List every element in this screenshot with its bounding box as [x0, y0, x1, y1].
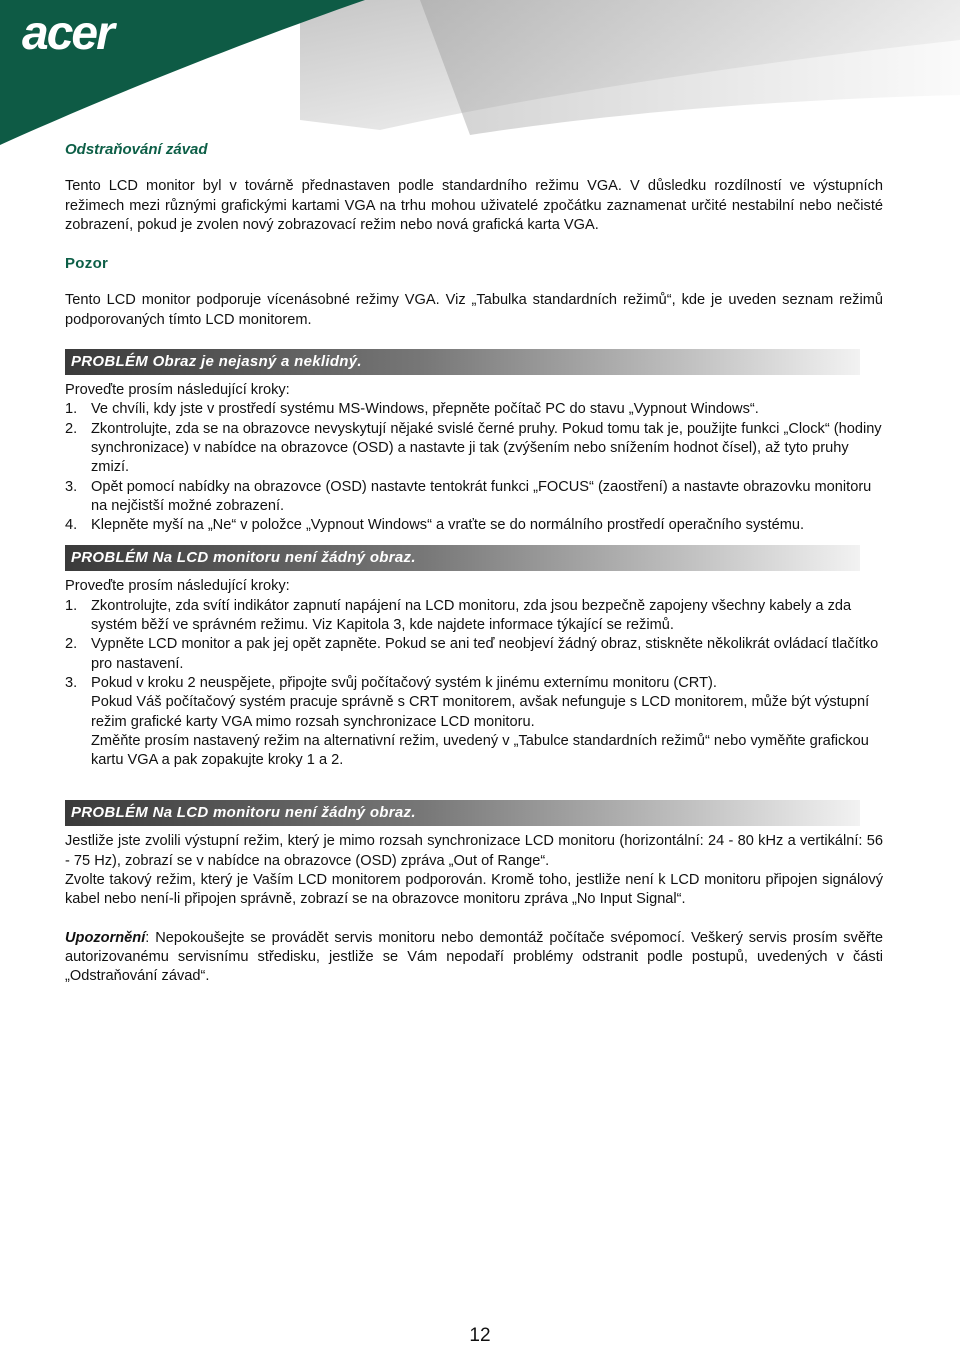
problem-1-steps [65, 400, 883, 535]
list-item: 4. Klepněte myší na „Ne“ v položce „Vypnout Windows“ a vraťte se do normálního prostředí operačního systému. [65, 517, 805, 534]
problem-1-lead: Proveďte prosím následující kroky: [65, 382, 290, 399]
page-number: 12 [469, 1325, 491, 1346]
problem-3-paragraph-1: Jestliže jste zvolili výstupní režim, který je mimo rozsah synchronizace LCD monitoru (horizontální: 24 - 80 kHz a vertikální: 56 - 75 Hz), zobrazí se v nabídce na obrazovce (OSD) zpráva „Out of Range“. [65, 833, 883, 869]
list-item: 2. Zkontrolujte, zda se na obrazovce nevyskytují nějaké svislé černé pruhy. Pokud tomu tak je, použijte funkci „Clock“ (hodiny synchronizace) v nabídce na obrazovce (OSD) a nastavte ji tak (zvýšením nebo snížením hodnot čísel), až tyto pruhy zmizí. [65, 420, 882, 476]
problem-bar-1: PROBLÉM Obraz je nejasný a neklidný. [65, 349, 860, 375]
list-item: 2. Vypněte LCD monitor a pak jej opět zapněte. Pokud se ani teď neobjeví žádný obraz, stiskněte několikrát ovládací tlačítko pro nastavení. [65, 636, 879, 672]
caution-paragraph: Tento LCD monitor podporuje vícenásobné režimy VGA. Viz „Tabulka standardních režimů“, kde je uveden seznam režimů podporovaných tímto LCD monitorem. [65, 292, 883, 328]
problem-3-paragraph-2: Zvolte takový režim, který je Vaším LCD monitorem podporován. Kromě toho, jestliže není k LCD monitoru připojen signálový kabel nebo není-li připojen správně, zobrazí se na obrazovce monitoru zpráva „No Input Signal“. [65, 872, 883, 908]
list-item: 3. Opět pomocí nabídky na obrazovce (OSD) nastavte tentokrát funkci „FOCUS“ (zaostření) a nastavte obrazovku monitoru na nejčistší možné zobrazení. [65, 478, 872, 514]
header-graphic [0, 0, 960, 150]
page-content [65, 140, 883, 987]
problem-bar-3: PROBLÉM Na LCD monitoru není žádný obraz. [65, 800, 860, 826]
list-item: 1. Ve chvíli, kdy jste v prostředí systému MS-Windows, přepněte počítač PC do stavu „Vypnout Windows“. [65, 401, 759, 418]
section-title: Odstraňování závad [65, 141, 208, 158]
caution-title: Pozor [65, 255, 109, 273]
step-3-detail-2: Změňte prosím nastavený režim na alternativní režim, uvedený v „Tabulce standardních režimů“ nebo vyměňte grafickou kartu VGA a pak zopakujte kroky 1 a 2. [91, 732, 869, 769]
header-gray-swoosh-2 [420, 0, 960, 135]
problem-2-lead: Proveďte prosím následující kroky: [65, 578, 290, 595]
problem-bar-2: PROBLÉM Na LCD monitoru není žádný obraz. [65, 545, 860, 571]
step-3-detail-1: Pokud Váš počítačový systém pracuje správně s CRT monitorem, avšak nefunguje s LCD monitorem, může být výstupní režim grafické karty VGA mimo rozsah synchronizace LCD monitoru. [91, 694, 870, 730]
list-item: 1. Zkontrolujte, zda svítí indikátor zapnutí napájení na LCD monitoru, zda jsou bezpečně zapojeny všechny kabely a zda systém běží ve správném režimu. Viz Kapitola 3, kde najdete informace týkající se režimů. [65, 597, 852, 634]
intro-paragraph: Tento LCD monitor byl v továrně přednastaven podle standardního režimu VGA. V důsledku rozdílností ve výstupních režimech mezi různými grafickými kartami VGA na trhu mohou uživatelé zpočátku zaznamenat určité nestabilní nebo nečisté zobrazení, pokud je zvolen nový zobrazovací režim nebo nová grafická karta VGA. [65, 178, 883, 233]
list-item: 3. Pokud v kroku 2 neuspějete, připojte svůj počítačový systém k jinému externímu monitoru (CRT). Pokud Váš počítačový systém pracuje správně s CRT monitorem, avšak nefunguje s LCD monitorem, může být výstupní režim grafické karty VGA mimo rozsah synchronizace LCD monitoru. Změňte prosím nastavený režim na alternativní režim, uvedený v „Tabulce standardních režimů“ nebo vyměňte grafickou kartu VGA a pak zopakujte kroky 1 a 2. [65, 674, 883, 770]
page-header [0, 0, 960, 150]
warning-text: : Nepokoušejte se provádět servis monitoru nebo demontáž počítače svépomocí. Veškerý servis prosím svěřte autorizovanému servisnímu středisku, jestliže se Vám nepodaří problémy odstranit podle postupů, uvedených v části „Odstraňování závad“. [65, 929, 883, 985]
problem-2-steps [65, 597, 883, 771]
warning-label: Upozornění [65, 929, 146, 946]
acer-logo: acer [22, 7, 113, 60]
warning-paragraph [65, 929, 883, 987]
